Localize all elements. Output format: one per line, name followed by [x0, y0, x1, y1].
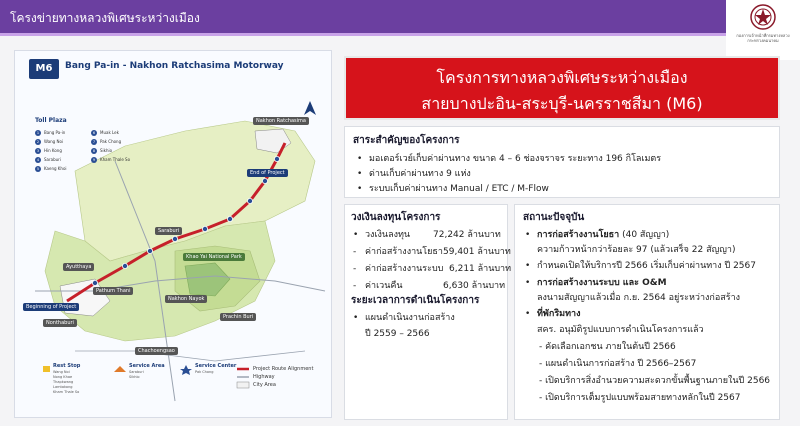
- period-title: ระยะเวลาการดำเนินโครงการ: [351, 295, 480, 306]
- status-civil-title: การก่อสร้างงานโยธา: [537, 230, 620, 240]
- legend-rest-stop: Thapkwang: [53, 380, 74, 384]
- legend-rest-stop: Kham Thale So: [53, 390, 80, 394]
- banner-line-1: โครงการทางหลวงพิเศษระหว่างเมือง: [436, 68, 688, 87]
- legend-rest-stop-title: Rest Stop: [53, 363, 81, 369]
- budget-row-bullet: -: [353, 281, 357, 291]
- status-civil-heading: • การก่อสร้างงานโยธา (40 สัญญา): [525, 230, 670, 240]
- legend-service-area: Saraburi: [129, 370, 144, 374]
- route-name: Bang Pa-in - Nakhon Ratchasima Motorway: [65, 61, 284, 71]
- toll-marker-9: [274, 156, 279, 161]
- status-civil-open-row: • กำหนดเปิดให้บริการปี 2566 เริ่มเก็บค่าผ่านทาง ปี 2567: [525, 261, 756, 271]
- summary-item: • มอเตอร์เวย์เก็บค่าผ่านทาง ขนาด 4 – 6 ช่องจราจร ระยะทาง 196 กิโลเมตร: [357, 154, 662, 164]
- toll-plaza-item: [35, 129, 65, 136]
- top-bar: [0, 0, 800, 36]
- toll-number-badge: 2: [36, 140, 40, 144]
- department-seal-icon: [750, 4, 776, 30]
- toll-marker-4: [172, 236, 177, 241]
- toll-number-badge: 5: [36, 167, 40, 171]
- status-rest-item: - เปิดบริการสิ่งอำนวยความสะดวกขั้นพื้นฐานภายในปี 2566: [539, 376, 771, 386]
- toll-plaza-name: Sikhio: [100, 148, 113, 153]
- page-title: โครงข่ายทางหลวงพิเศษระหว่างเมือง: [10, 11, 200, 25]
- toll-plaza-item: [35, 147, 62, 154]
- legend-service-center-title: Service Center: [195, 363, 237, 369]
- budget-row-label: ค่าก่อสร้างงานโยธา: [365, 247, 443, 257]
- legend-highway: Highway: [253, 374, 275, 380]
- place-label: Pathum Thani: [93, 287, 133, 295]
- summary-item: • ระบบเก็บค่าผ่านทาง Manual / ETC / M-Flow: [357, 184, 549, 194]
- toll-marker-8: [262, 178, 267, 183]
- org-line-1: กองการเจ้าหน้าที่กรมทางหลวง: [736, 33, 790, 38]
- toll-marker-6: [227, 216, 232, 221]
- toll-plaza-item: [91, 129, 119, 136]
- toll-plaza-name: Kaeng Khoi: [44, 166, 67, 171]
- status-title: สถานะปัจจุบัน: [523, 212, 585, 223]
- top-bar-accent: [0, 33, 800, 36]
- summary-item-text: ด่านเก็บค่าผ่านทาง 9 แห่ง: [369, 169, 471, 179]
- org-name: [728, 33, 798, 43]
- status-civil-open: กำหนดเปิดให้บริการปี 2566 เริ่มเก็บค่าผ่านทาง ปี 2567: [537, 261, 756, 271]
- toll-plaza-name: Bang Pa-in: [44, 130, 66, 135]
- toll-plaza-name: Saraburi: [44, 157, 61, 162]
- toll-marker-3: [147, 248, 152, 253]
- legend-service-area-title: Service Area: [129, 363, 165, 369]
- banner-line-2: สายบางปะอิน-สระบุรี-นครราชสีมา (M6): [421, 94, 703, 113]
- place-label: Nakhon Nayok: [165, 295, 207, 303]
- budget-row: [353, 244, 443, 258]
- summary-item-text: มอเตอร์เวย์เก็บค่าผ่านทาง ขนาด 4 – 6 ช่องจราจร ระยะทาง 196 กิโลเมตร: [369, 154, 662, 164]
- place-label: Prachin Buri: [220, 313, 256, 321]
- legend-service-center-list: [195, 370, 213, 375]
- budget-row: [353, 227, 410, 241]
- period-years: ปี 2559 – 2566: [365, 329, 430, 339]
- end-of-project-label: End of Project: [247, 169, 288, 177]
- budget-row-label: ค่าก่อสร้างงานระบบ: [365, 264, 444, 274]
- toll-plaza-item: [91, 156, 130, 163]
- status-system-detail: ลงนามสัญญาแล้วเมื่อ ก.ย. 2564 อยู่ระหว่างก่อสร้าง: [537, 293, 741, 303]
- toll-plaza-item: [91, 138, 121, 145]
- status-card: [514, 204, 780, 420]
- toll-plaza-name: Muak Lek: [100, 130, 119, 135]
- toll-number-badge: 1: [36, 131, 40, 135]
- budget-row-bullet: •: [353, 230, 359, 240]
- toll-plaza-item: [91, 147, 112, 154]
- legend-city-area: City Area: [253, 382, 276, 388]
- status-rest-item: - แผนดำเนินการก่อสร้าง ปี 2566–2567: [539, 359, 697, 369]
- toll-number-badge: 8: [92, 149, 96, 153]
- legend-rest-stop: Wang Noi: [53, 370, 70, 374]
- budget-row-bullet: -: [353, 264, 357, 274]
- place-label: Nonthaburi: [43, 319, 77, 327]
- toll-number-badge: 4: [36, 158, 40, 162]
- budget-row-value: 6,630 ล้านบาท: [443, 281, 506, 291]
- legend-rest-stop-list: [53, 370, 79, 395]
- place-label: Nakhon Ratchasima: [253, 117, 309, 125]
- toll-marker-2: [122, 263, 127, 268]
- toll-plaza-name: Pak Chong: [100, 139, 122, 144]
- status-system-title: การก่อสร้างงานระบบ และ O&M: [537, 278, 667, 288]
- budget-row-value: 6,211 ล้านบาท: [449, 264, 512, 274]
- legend-service-area: Sikhio: [129, 375, 140, 379]
- org-line-2: กระทรวงคมนาคม: [747, 38, 779, 43]
- budget-card: [344, 204, 512, 420]
- map-legend: [43, 363, 313, 415]
- status-rest-title: ที่พักริมทาง: [537, 309, 581, 319]
- project-title-banner: [344, 56, 780, 120]
- place-label: Ayutthaya: [63, 263, 94, 271]
- compass-icon: [304, 101, 316, 115]
- summary-card: [344, 126, 780, 198]
- toll-marker-1: [92, 280, 97, 285]
- toll-marker-7: [247, 198, 252, 203]
- toll-plaza-item: [35, 138, 63, 145]
- toll-plaza-name: Wang Noi: [44, 139, 64, 144]
- period-item-text: แผนดำเนินงานก่อสร้าง: [365, 313, 455, 323]
- route-badge: M6: [29, 59, 59, 79]
- beginning-of-project-label: Beginning of Project: [23, 303, 79, 311]
- summary-item-text: ระบบเก็บค่าผ่านทาง Manual / ETC / M-Flow: [369, 184, 549, 194]
- status-rest-item: - เปิดบริการเต็มรูปแบบพร้อมสายทางหลักในปี 2567: [539, 393, 741, 403]
- place-label: Saraburi: [155, 227, 182, 235]
- place-label: Khao Yai National Park: [183, 253, 245, 261]
- toll-marker-5: [202, 226, 207, 231]
- toll-number-badge: 7: [92, 140, 96, 144]
- period-item: • แผนดำเนินงานก่อสร้าง: [353, 313, 455, 323]
- budget-row-label: ค่าเวนคืน: [365, 281, 403, 291]
- toll-number-badge: 6: [92, 131, 96, 135]
- place-label: Chachoengsao: [135, 347, 178, 355]
- status-civil-count: (40 สัญญา): [619, 230, 670, 240]
- summary-title: สาระสำคัญของโครงการ: [353, 135, 460, 146]
- toll-plaza-item: [35, 156, 61, 163]
- toll-plaza-title: Toll Plaza: [35, 117, 67, 124]
- budget-title: วงเงินลงทุนโครงการ: [351, 212, 441, 223]
- highway-line-3: [75, 351, 305, 361]
- toll-plaza-name: Hin Kong: [44, 148, 62, 153]
- status-system-heading: • การก่อสร้างงานระบบ และ O&M: [525, 278, 667, 288]
- budget-row-label: วงเงินลงทุน: [365, 230, 411, 240]
- toll-number-badge: 3: [36, 149, 40, 153]
- status-rest-item: - คัดเลือกเอกชน ภายในต้นปี 2566: [539, 342, 676, 352]
- map-panel: [14, 50, 332, 418]
- budget-row-value: 59,401 ล้านบาท: [443, 247, 511, 257]
- legend-route-alignment: Project Route Alignment: [253, 366, 314, 372]
- toll-plaza-name: Kham Thale So: [100, 157, 131, 162]
- budget-row: [353, 261, 443, 275]
- toll-plaza-item: [35, 165, 67, 172]
- toll-plaza-list: [35, 117, 147, 217]
- logo-box: [726, 0, 800, 60]
- legend-rest-stop: Nong Khae: [53, 375, 73, 379]
- legend-service-area-list: [129, 370, 144, 380]
- summary-item: • ด่านเก็บค่าผ่านทาง 9 แห่ง: [357, 169, 471, 179]
- status-civil-progress: ความก้าวหน้ากว่าร้อยละ 97 (แล้วเสร็จ 22 สัญญา): [537, 245, 736, 255]
- legend-service-center: Pak Chong: [195, 370, 214, 374]
- budget-row: [353, 278, 403, 292]
- legend-rest-stop: Lamtakong: [53, 385, 73, 389]
- budget-row-bullet: -: [353, 247, 357, 257]
- toll-number-badge: 9: [92, 158, 96, 162]
- budget-row-value: 72,242 ล้านบาท: [433, 230, 501, 240]
- status-rest-heading: • ที่พักริมทาง: [525, 309, 581, 319]
- status-rest-detail: สคร. อนุมัติรูปแบบการดำเนินโครงการแล้ว: [537, 325, 704, 335]
